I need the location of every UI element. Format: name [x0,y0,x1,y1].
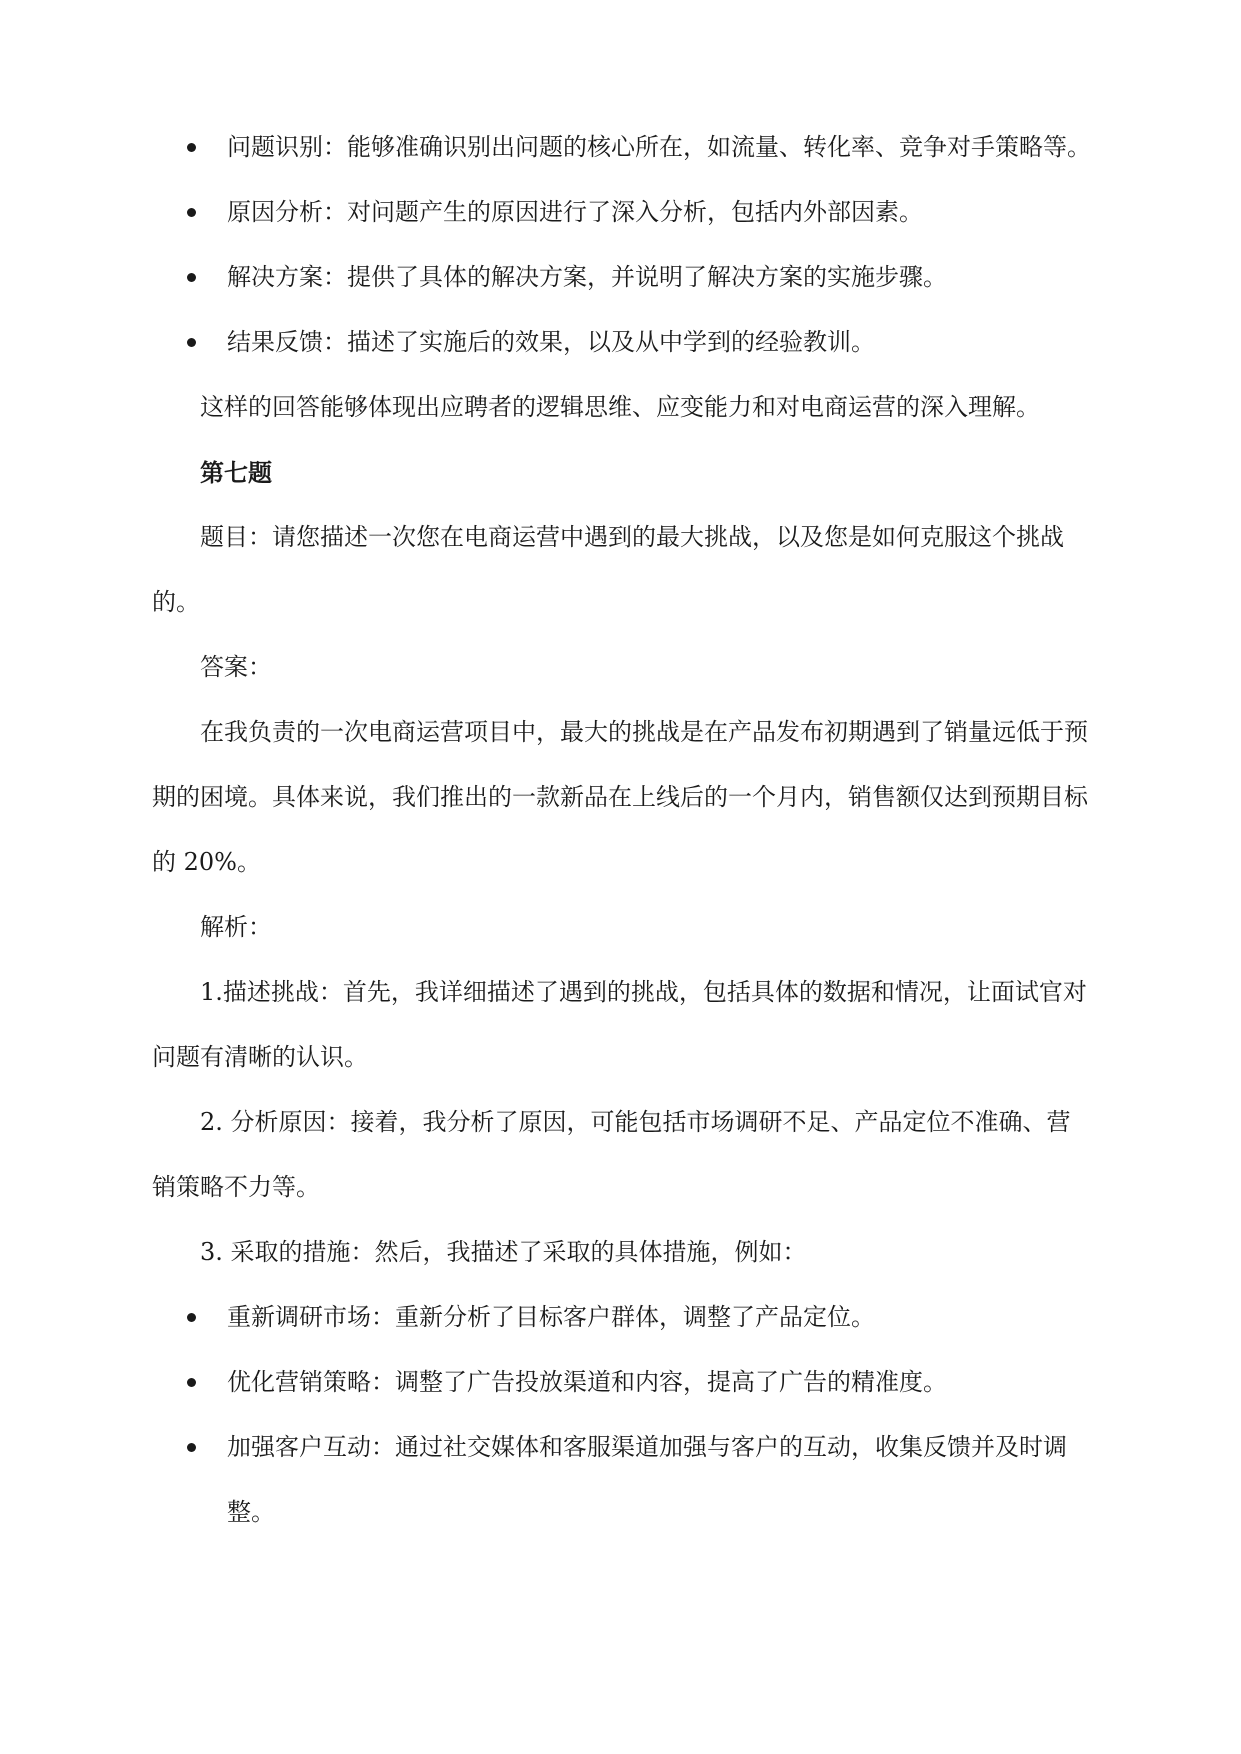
answer-label: 答案： [200,653,272,681]
main-text [152,375,1092,1285]
bullet-icon [187,1443,196,1452]
measure-bullet-list [152,1285,1092,1545]
analysis-label: 解析： [200,913,272,941]
bullet-text: 原因分析：对问题产生的原因进行了深入分析，包括内外部因素。 [227,198,923,226]
bullet-text: 优化营销策略：调整了广告投放渠道和内容，提高了广告的精准度。 [227,1368,947,1396]
list-item [152,180,1092,245]
bullet-icon [187,1313,196,1322]
analysis-point: 2. 分析原因：接着，我分析了原因，可能包括市场调研不足、产品定位不准确、营销策略不力等。 [152,1108,1071,1201]
list-item [152,245,1092,310]
bullet-icon [187,273,196,282]
list-item [152,1285,1092,1350]
section-heading: 第七题 [200,458,272,487]
list-item [152,115,1092,180]
question-paragraph: 题目：请您描述一次您在电商运营中遇到的最大挑战，以及您是如何克服这个挑战的。 [152,523,1064,616]
bullet-text: 重新调研市场：重新分析了目标客户群体，调整了产品定位。 [227,1303,875,1331]
bullet-text: 解决方案：提供了具体的解决方案，并说明了解决方案的实施步骤。 [227,263,947,291]
summary-paragraph: 这样的回答能够体现出应聘者的逻辑思维、应变能力和对电商运营的深入理解。 [200,393,1040,421]
bullet-icon [187,143,196,152]
bullet-text: 加强客户互动：通过社交媒体和客服渠道加强与客户的互动，收集反馈并及时调整。 [227,1433,1067,1526]
analysis-point: 3. 采取的措施：然后，我描述了采取的具体措施，例如： [200,1238,807,1266]
top-bullet-list [152,115,1092,375]
bullet-icon [187,1378,196,1387]
bullet-icon [187,338,196,347]
list-item [152,310,1092,375]
list-item [152,1415,1092,1545]
bullet-text: 问题识别：能够准确识别出问题的核心所在，如流量、转化率、竞争对手策略等。 [227,133,1091,161]
bullet-text: 结果反馈：描述了实施后的效果，以及从中学到的经验教训。 [227,328,875,356]
answer-paragraph: 在我负责的一次电商运营项目中，最大的挑战是在产品发布初期遇到了销量远低于预期的困境。具体来说，我们推出的一款新品在上线后的一个月内，销售额仅达到预期目标的 20%。 [152,718,1088,876]
list-item [152,1350,1092,1415]
analysis-point: 1.描述挑战：首先，我详细描述了遇到的挑战，包括具体的数据和情况，让面试官对问题有清晰的认识。 [152,978,1087,1071]
bullet-icon [187,208,196,217]
